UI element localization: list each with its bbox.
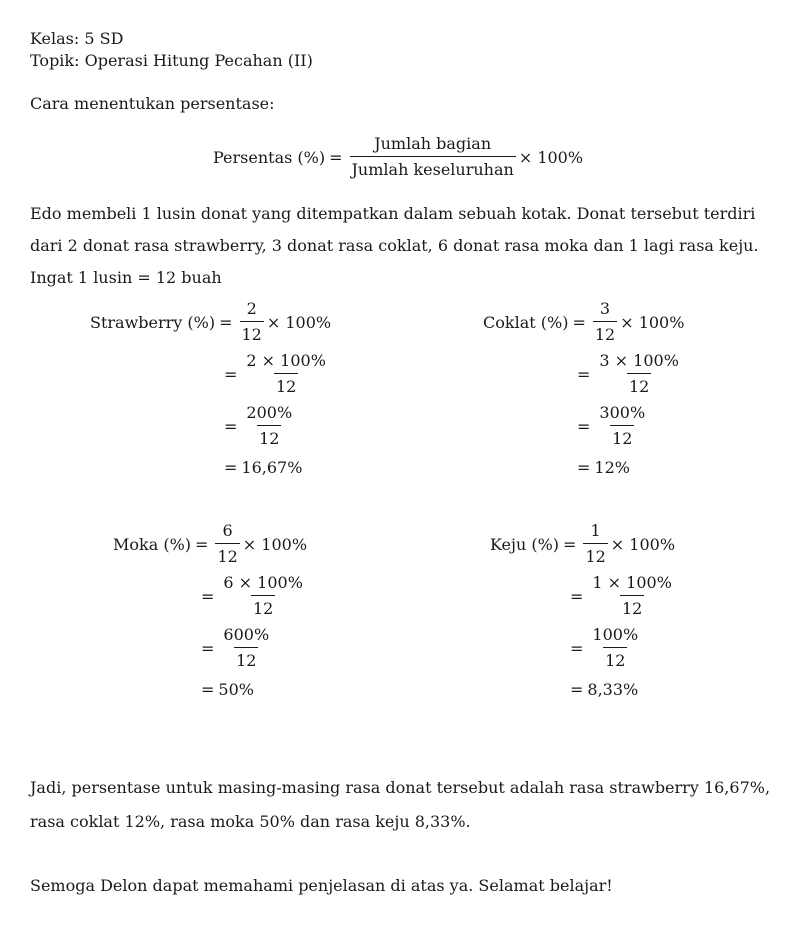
strawberry-den-2: 12 [274,373,298,398]
strawberry-den-3: 12 [257,425,281,450]
conclusion-line-1: Jadi, persentase untuk masing-masing rasa donat tersebut adalah rasa strawberry 16,67%, [30,778,771,797]
strawberry-result: 16,67% [241,458,303,477]
strawberry-num-1: 2 [246,299,257,318]
moka-den-3: 12 [234,647,258,672]
moka-result: 50% [218,680,254,699]
strawberry-times: × 100% [266,312,332,332]
problem-line-1: Edo membeli 1 lusin donat yang ditempatkan dalam sebuah kotak. Donat tersebut terdiri [30,204,756,223]
closing-text: Semoga Delon dapat memahami penjelasan di atas ya. Selamat belajar! [30,876,613,895]
formula-numerator: Jumlah bagian [374,134,492,153]
coklat-num-3: 300% [599,403,646,422]
formula-denominator: Jumlah keseluruhan [350,156,516,181]
moka-label: Moka (%) [113,534,192,554]
coklat-num-1: 3 [599,299,611,318]
keju-times: × 100% [610,534,676,554]
keju-label: Keju (%) [490,534,560,554]
coklat-label: Coklat (%) [483,312,569,332]
keju-den-2: 12 [620,595,644,620]
formula-fraction [350,133,516,181]
moka-num-2: 6 × 100% [223,573,303,592]
coklat-times: × 100% [620,312,685,332]
moka-times: × 100% [242,534,308,554]
problem-line-3: Ingat 1 lusin = 12 buah [30,268,222,287]
moka-num-3: 600% [223,625,270,644]
formula-times: × 100% [518,147,584,167]
coklat-den-3: 12 [610,425,634,450]
moka-num-1: 6 [222,521,233,540]
moka-den-1: 12 [215,543,239,568]
formula-lhs: Persentas (%) [213,147,326,167]
coklat-den-1: 12 [593,321,617,346]
topik-label: Topik: Operasi Hitung Pecahan (II) [30,51,313,70]
keju-den-1: 12 [583,543,607,568]
keju-num-2: 1 × 100% [592,573,672,592]
moka-den-2: 12 [251,595,275,620]
coklat-den-2: 12 [627,373,651,398]
strawberry-label: Strawberry (%) [90,312,216,332]
kelas-label: Kelas: 5 SD [30,29,124,48]
keju-den-3: 12 [603,647,627,672]
keju-num-1: 1 [590,521,601,540]
coklat-result: 12% [594,458,630,477]
strawberry-num-2: 2 × 100% [246,351,326,370]
strawberry-num-3: 200% [246,403,293,422]
conclusion-line-2: rasa coklat 12%, rasa moka 50% dan rasa keju 8,33%. [30,812,471,831]
keju-result: 8,33% [587,680,639,699]
intro-text: Cara menentukan persentase: [30,94,275,113]
problem-line-2: dari 2 donat rasa strawberry, 3 donat rasa coklat, 6 donat rasa moka dan 1 lagi rasa keju. [30,236,759,255]
coklat-num-2: 3 × 100% [599,351,679,370]
percentage-formula: Persentas (%) = $\frac{\text{Jumlah bagian}}{\text{Jumlah keseluruhan}}$ × 100% [213,134,584,179]
strawberry-den-1: 12 [240,321,264,346]
keju-num-3: 100% [592,625,639,644]
